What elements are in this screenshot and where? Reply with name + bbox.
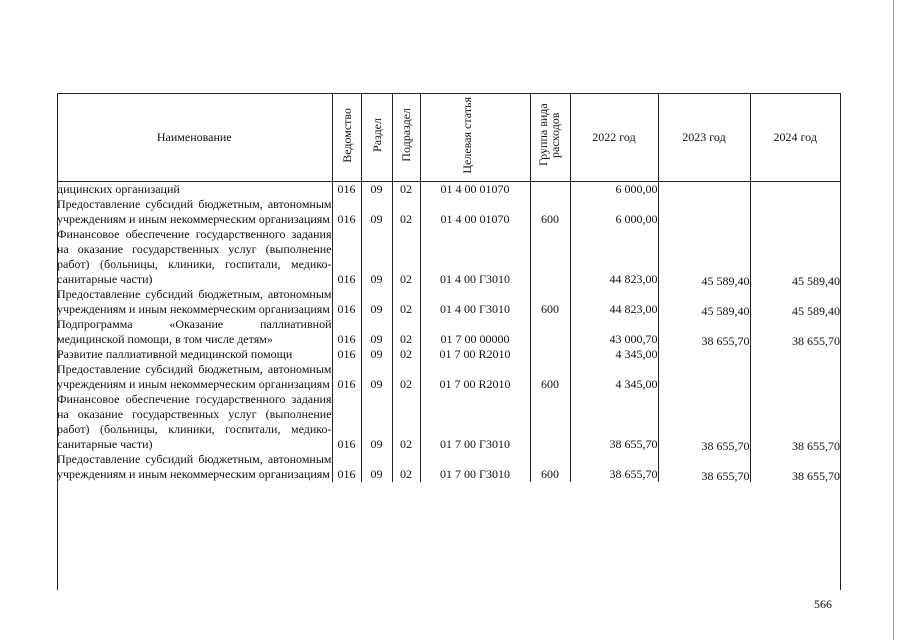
cell-section: 09 xyxy=(361,287,392,317)
cell-2023 xyxy=(658,452,750,482)
table-row xyxy=(57,227,840,287)
cell-2023 xyxy=(658,287,750,317)
cell-target-article: 01 7 00 00000 xyxy=(420,317,530,347)
cell-section: 09 xyxy=(361,347,392,362)
cell-2022: 38 655,70 xyxy=(570,452,658,482)
cell-2024 xyxy=(750,317,840,347)
cell-ministry: 016 xyxy=(332,182,361,198)
cell-2022: 43 000,70 xyxy=(570,317,658,347)
header-expense-group-label: Группа вида расходов xyxy=(536,103,562,167)
cell-expense-group: 600 xyxy=(530,452,570,482)
cell-target-article: 01 4 00 01070 xyxy=(420,197,530,227)
cell-2024 xyxy=(750,347,840,362)
cell-2022: 44 823,00 xyxy=(570,227,658,287)
cell-expense-group: 600 xyxy=(530,197,570,227)
cell-target-article: 01 4 00 Г3010 xyxy=(420,227,530,287)
header-name-label: Наименование xyxy=(156,129,232,144)
header-year-2024-label: 2024 год xyxy=(773,129,817,144)
table-row xyxy=(57,182,840,198)
cell-2023 xyxy=(658,362,750,392)
budget-table xyxy=(57,93,840,482)
header-year-2022 xyxy=(570,93,658,182)
cell-ministry: 016 xyxy=(332,227,361,287)
cell-target-article: 01 7 00 Г3010 xyxy=(420,392,530,452)
cell-2022: 38 655,70 xyxy=(570,392,658,452)
header-section-label: Раздел xyxy=(369,118,384,152)
cell-subsection: 02 xyxy=(392,317,420,347)
cell-name: Финансовое обеспечение государственного задания на оказание государственных услуг (выполнение работ) (больницы, клиники, госпитали, медико-санитарные части) xyxy=(57,392,332,451)
cell-subsection: 02 xyxy=(392,197,420,227)
header-subsection xyxy=(392,93,420,182)
cell-2024-value: 38 655,70 xyxy=(792,334,840,348)
cell-2023 xyxy=(658,182,750,198)
cell-2024 xyxy=(750,227,840,287)
cell-expense-group xyxy=(530,317,570,347)
cell-name: Финансовое обеспечение государственного задания на оказание государственных услуг (выполнение работ) (больницы, клиники, госпитали, медико-санитарные части) xyxy=(57,227,332,286)
cell-2022: 44 823,00 xyxy=(570,287,658,317)
cell-ministry: 016 xyxy=(332,362,361,392)
cell-2024 xyxy=(750,392,840,452)
cell-expense-group: 600 xyxy=(530,287,570,317)
cell-section: 09 xyxy=(361,452,392,482)
cell-name: Предоставление субсидий бюджетным, автономным учреждениям и иным некоммерческим организациям xyxy=(57,287,332,316)
page-edge-line xyxy=(893,0,894,640)
cell-2023 xyxy=(658,317,750,347)
cell-2023-value: 45 589,40 xyxy=(701,304,750,318)
header-expense-group xyxy=(530,93,570,182)
header-year-2023 xyxy=(658,93,750,182)
cell-2024 xyxy=(750,362,840,392)
cell-2024-value: 38 655,70 xyxy=(792,439,840,453)
table-row xyxy=(57,392,840,452)
cell-2024-value: 45 589,40 xyxy=(792,274,840,288)
cell-subsection: 02 xyxy=(392,287,420,317)
cell-ministry: 016 xyxy=(332,392,361,452)
header-year-2023-label: 2023 год xyxy=(682,129,726,144)
table-row xyxy=(57,287,840,317)
cell-expense-group xyxy=(530,392,570,452)
cell-subsection: 02 xyxy=(392,227,420,287)
page-number: 566 xyxy=(814,597,832,611)
cell-ministry: 016 xyxy=(332,347,361,362)
cell-target-article: 01 7 00 R2010 xyxy=(420,347,530,362)
cell-section: 09 xyxy=(361,392,392,452)
cell-expense-group xyxy=(530,347,570,362)
cell-subsection: 02 xyxy=(392,452,420,482)
cell-ministry: 016 xyxy=(332,452,361,482)
cell-section: 09 xyxy=(361,182,392,198)
table-row xyxy=(57,197,840,227)
cell-target-article: 01 7 00 Г3010 xyxy=(420,452,530,482)
cell-2022: 4 345,00 xyxy=(570,362,658,392)
cell-expense-group: 600 xyxy=(530,362,570,392)
cell-ministry: 016 xyxy=(332,197,361,227)
cell-name: дицинских организаций xyxy=(57,182,332,198)
header-section xyxy=(361,93,392,182)
table-body xyxy=(57,182,840,483)
cell-section: 09 xyxy=(361,362,392,392)
cell-2024 xyxy=(750,287,840,317)
header-year-2024 xyxy=(750,93,840,182)
cell-subsection: 02 xyxy=(392,347,420,362)
cell-2024-value: 38 655,70 xyxy=(792,469,840,483)
table-row xyxy=(57,362,840,392)
header-ministry-label: Ведомство xyxy=(339,107,354,163)
cell-2023 xyxy=(658,392,750,452)
header-name xyxy=(57,93,332,182)
header-target-article-label: Целевая статья xyxy=(460,96,474,174)
cell-ministry: 016 xyxy=(332,287,361,317)
cell-2023-value: 45 589,40 xyxy=(701,274,750,288)
header-subsection-label: Подраздел xyxy=(399,108,413,162)
cell-target-article: 01 7 00 R2010 xyxy=(420,362,530,392)
cell-2024-value: 45 589,40 xyxy=(792,304,840,318)
cell-2023 xyxy=(658,227,750,287)
cell-2023-value: 38 655,70 xyxy=(701,439,750,453)
cell-2022: 6 000,00 xyxy=(570,182,658,198)
table-row xyxy=(57,452,840,482)
cell-name: Предоставление субсидий бюджетным, автономным учреждениям и иным некоммерческим организациям xyxy=(57,197,332,226)
cell-name: Предоставление субсидий бюджетным, автономным учреждениям и иным некоммерческим организациям xyxy=(57,362,332,391)
cell-2022: 6 000,00 xyxy=(570,197,658,227)
cell-section: 09 xyxy=(361,317,392,347)
cell-section: 09 xyxy=(361,227,392,287)
table-row xyxy=(57,317,840,347)
cell-2024 xyxy=(750,452,840,482)
cell-name: Развитие паллиативной медицинской помощи xyxy=(57,347,332,362)
table-row xyxy=(57,347,840,362)
cell-2023 xyxy=(658,197,750,227)
cell-section: 09 xyxy=(361,197,392,227)
cell-expense-group xyxy=(530,182,570,198)
cell-name: Предоставление субсидий бюджетным, автономным учреждениям и иным некоммерческим организациям xyxy=(57,452,332,481)
cell-2023-value: 38 655,70 xyxy=(701,469,750,483)
cell-subsection: 02 xyxy=(392,182,420,198)
cell-ministry: 016 xyxy=(332,317,361,347)
cell-subsection: 02 xyxy=(392,362,420,392)
cell-expense-group xyxy=(530,227,570,287)
cell-2024 xyxy=(750,197,840,227)
cell-target-article: 01 4 00 Г3010 xyxy=(420,287,530,317)
cell-2022: 4 345,00 xyxy=(570,347,658,362)
cell-2024 xyxy=(750,182,840,198)
cell-2023-value: 38 655,70 xyxy=(701,334,750,348)
table-header-row xyxy=(57,93,840,182)
header-ministry xyxy=(332,93,361,182)
cell-subsection: 02 xyxy=(392,392,420,452)
cell-name: Подпрограмма «Оказание паллиативной медицинской помощи, в том числе детям» xyxy=(57,317,332,346)
header-year-2022-label: 2022 год xyxy=(592,129,636,144)
cell-target-article: 01 4 00 01070 xyxy=(420,182,530,198)
header-target-article xyxy=(420,93,530,182)
cell-2023 xyxy=(658,347,750,362)
